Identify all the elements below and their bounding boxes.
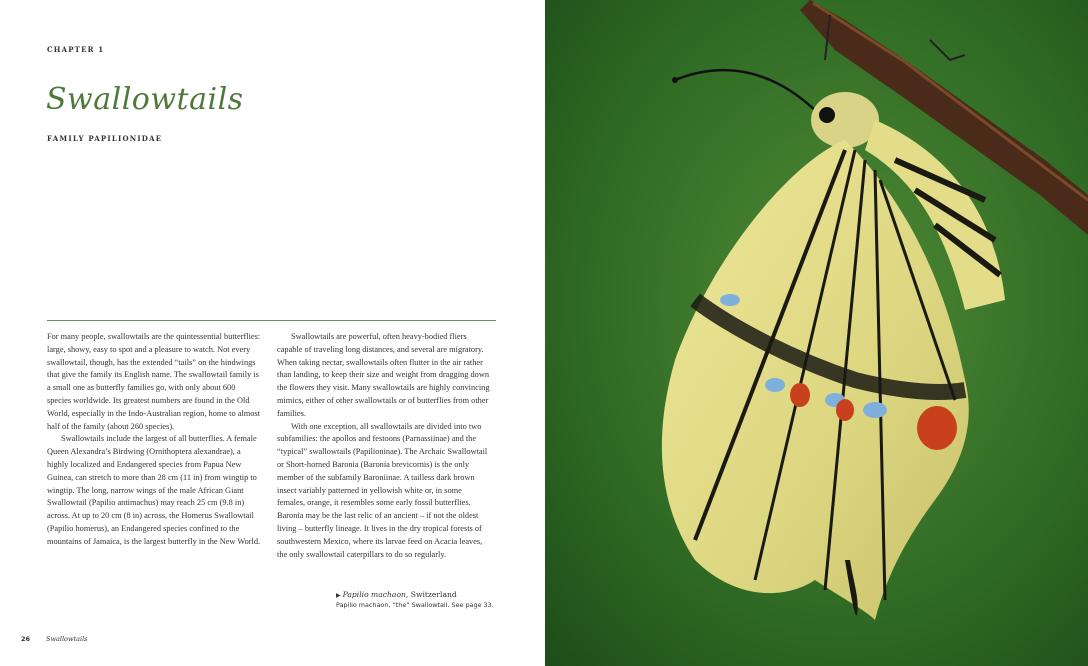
caption-species: Papilio machaon	[342, 590, 406, 599]
paragraph: Swallowtails include the largest of all butterflies. A female Queen Alexandra’s Birdwing (Ornithoptera alexandrae), a highly localized and Endangered species from Papua New Guinea, can stretch to more than 28 cm (11 in) from wingtip to wingtip. The long, narrow wings of the male African Giant Swallowtail (Papilio antimachus) may reach 25 cm (9.8 in) across. At up to 20 cm (8 in) across, the Homerus Swallowtail (Papilio homerus), an Endangered species confined to the mountains of Jamaica, is the largest butterfly in the New World.	[47, 434, 261, 546]
text-column-right	[277, 331, 491, 561]
paragraph: With one exception, all swallowtails are divided into two subfamilies: the apollos and festoons (Parnassiinae) and the “typical” swallowtails (Papilioninae). The Archaic Swallowtail or Short-horned Baronia (Baronia brevicornis) is the only member of the subfamily Baroniinae. A tailless dark brown insect variably patterned in yellowish white or, in some females, orange, it resembles some early fossil butterflies. Baronia may be the last relic of an ancient – if not the oldest living – butterfly lineage. It lives in the dry tropical forests of southwestern Mexico, where its larvae feed on Acacia leaves, the only swallowtail caterpillars to do so regularly.	[277, 421, 488, 559]
running-title: Swallowtails	[46, 635, 88, 643]
family-subtitle: FAMILY PAPILIONIDAE	[47, 134, 163, 143]
text-column-left	[47, 331, 261, 549]
page-number: 26	[21, 635, 31, 643]
photo-caption	[336, 590, 536, 609]
chapter-label: CHAPTER 1	[47, 45, 105, 54]
caption-location: , Switzerland	[405, 590, 457, 599]
chapter-title: Swallowtails	[46, 82, 244, 117]
paragraph: For many people, swallowtails are the quintessential butterflies: large, showy, easy to spot and a pleasure to watch. Not every swallowtail, though, has the extended “tails” on the hindwings that give the family its English name. The swallowtail family is a small one as butterfly families go, with only about 600 species worldwide. Its greatest numbers are found in the Old World, especially in the Indo-Australian region, home to almost half of the family (about 260 species).	[47, 332, 261, 431]
section-divider	[47, 320, 496, 321]
caption-title	[336, 590, 536, 599]
butterfly-photo	[545, 0, 1088, 666]
paragraph: Swallowtails are powerful, often heavy-bodied fliers capable of traveling long distances, and several are migratory. When taking nectar, swallowtails often flutter in the air rather than landing, to keep their size and weight from dragging down the flowers they visit. Many swallowtails are highly convincing mimics, either of other swallowtails or of butterflies from other families.	[277, 332, 490, 418]
swallowtail-butterfly-image	[545, 0, 1088, 666]
pointer-triangle-icon: ▶	[336, 592, 341, 599]
caption-subtext: Papilio machaon, “the” Swallowtail. See page 33.	[336, 601, 494, 609]
